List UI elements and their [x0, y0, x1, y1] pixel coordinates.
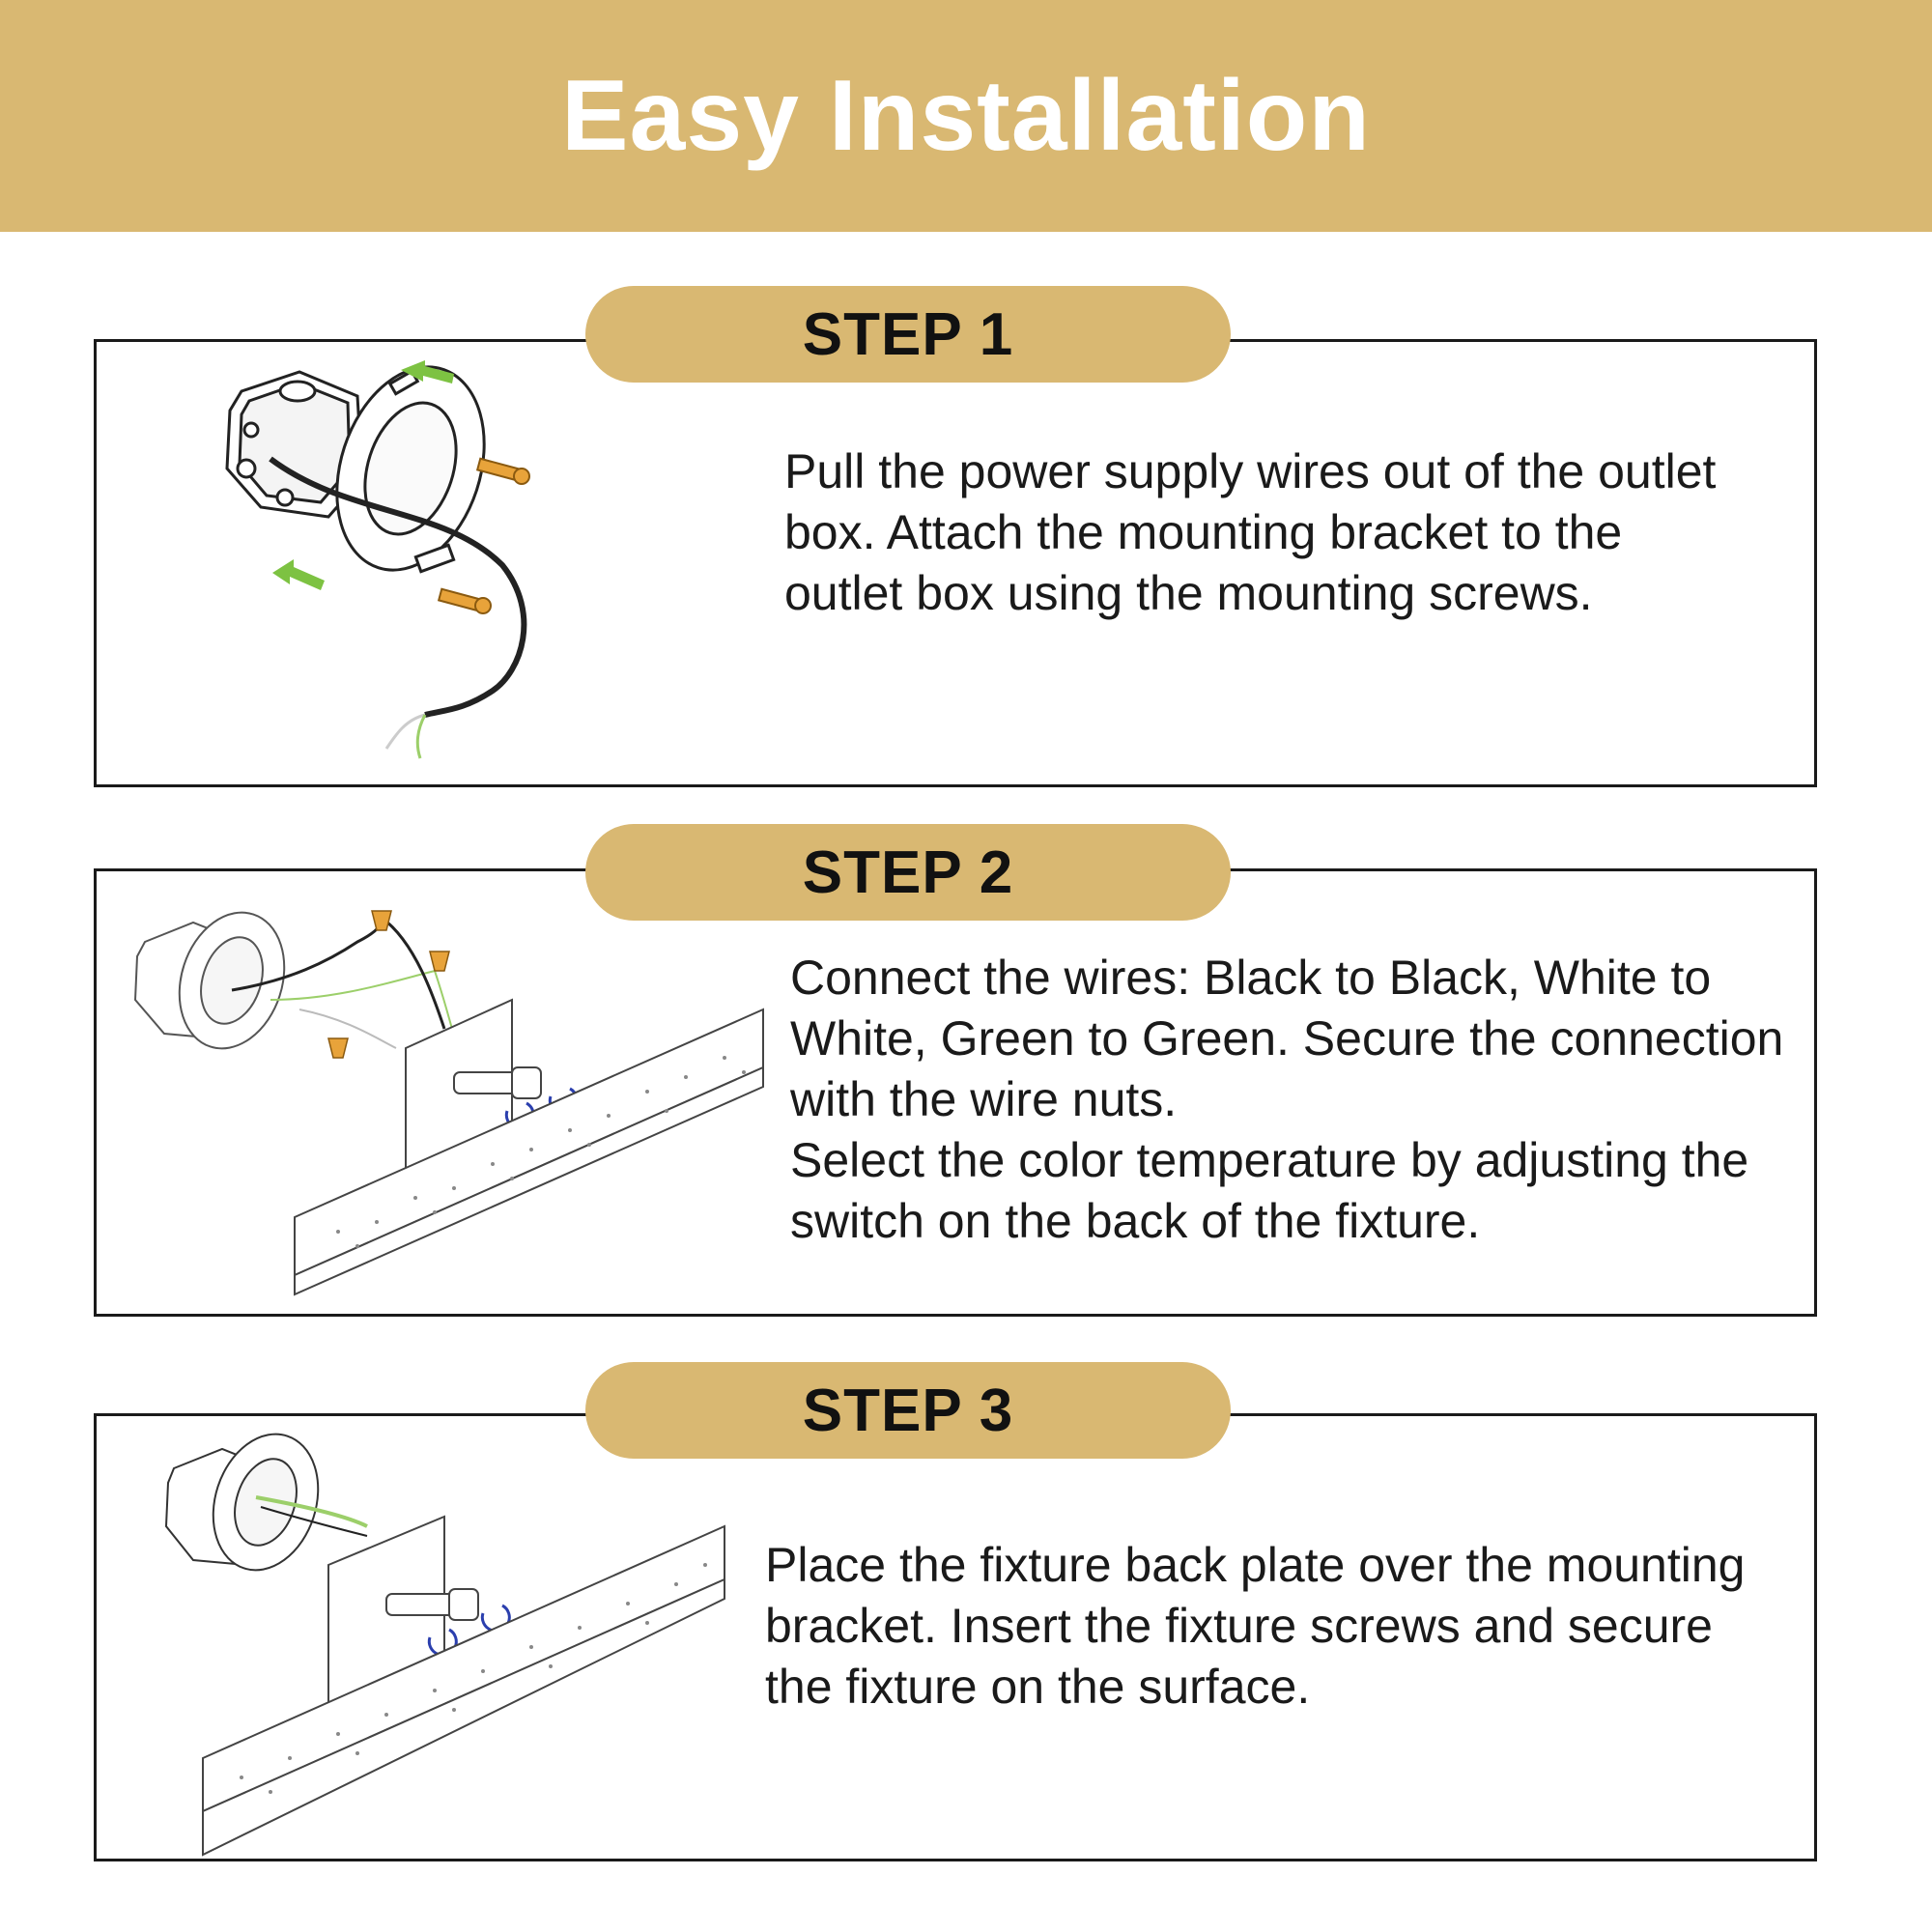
step-3-label: STEP 3: [802, 1377, 1014, 1444]
outlet-box-bracket-illustration: [213, 353, 560, 768]
header-banner: [0, 0, 1932, 232]
step-2-description: Connect the wires: Black to Black, White to White, Green to Green. Secure the connection with the wire nuts. Select the color temperature by adjusting the switch on the back of the fixture.: [790, 951, 1784, 1248]
step-1-label: STEP 1: [802, 300, 1014, 368]
step-1-badge: [585, 286, 1231, 383]
step-2-label: STEP 2: [802, 838, 1014, 906]
wire-connection-illustration: [126, 903, 782, 1319]
step-3-description: Place the fixture back plate over the mounting bracket. Insert the fixture screws and secure the fixture on the surface.: [765, 1538, 1746, 1714]
step-1-description: Pull the power supply wires out of the outlet box. Attach the mounting bracket to the outlet box using the mounting screws.: [784, 444, 1717, 620]
fixture-mounting-illustration: [164, 1430, 744, 1864]
page-title: Easy Installation: [561, 59, 1371, 172]
